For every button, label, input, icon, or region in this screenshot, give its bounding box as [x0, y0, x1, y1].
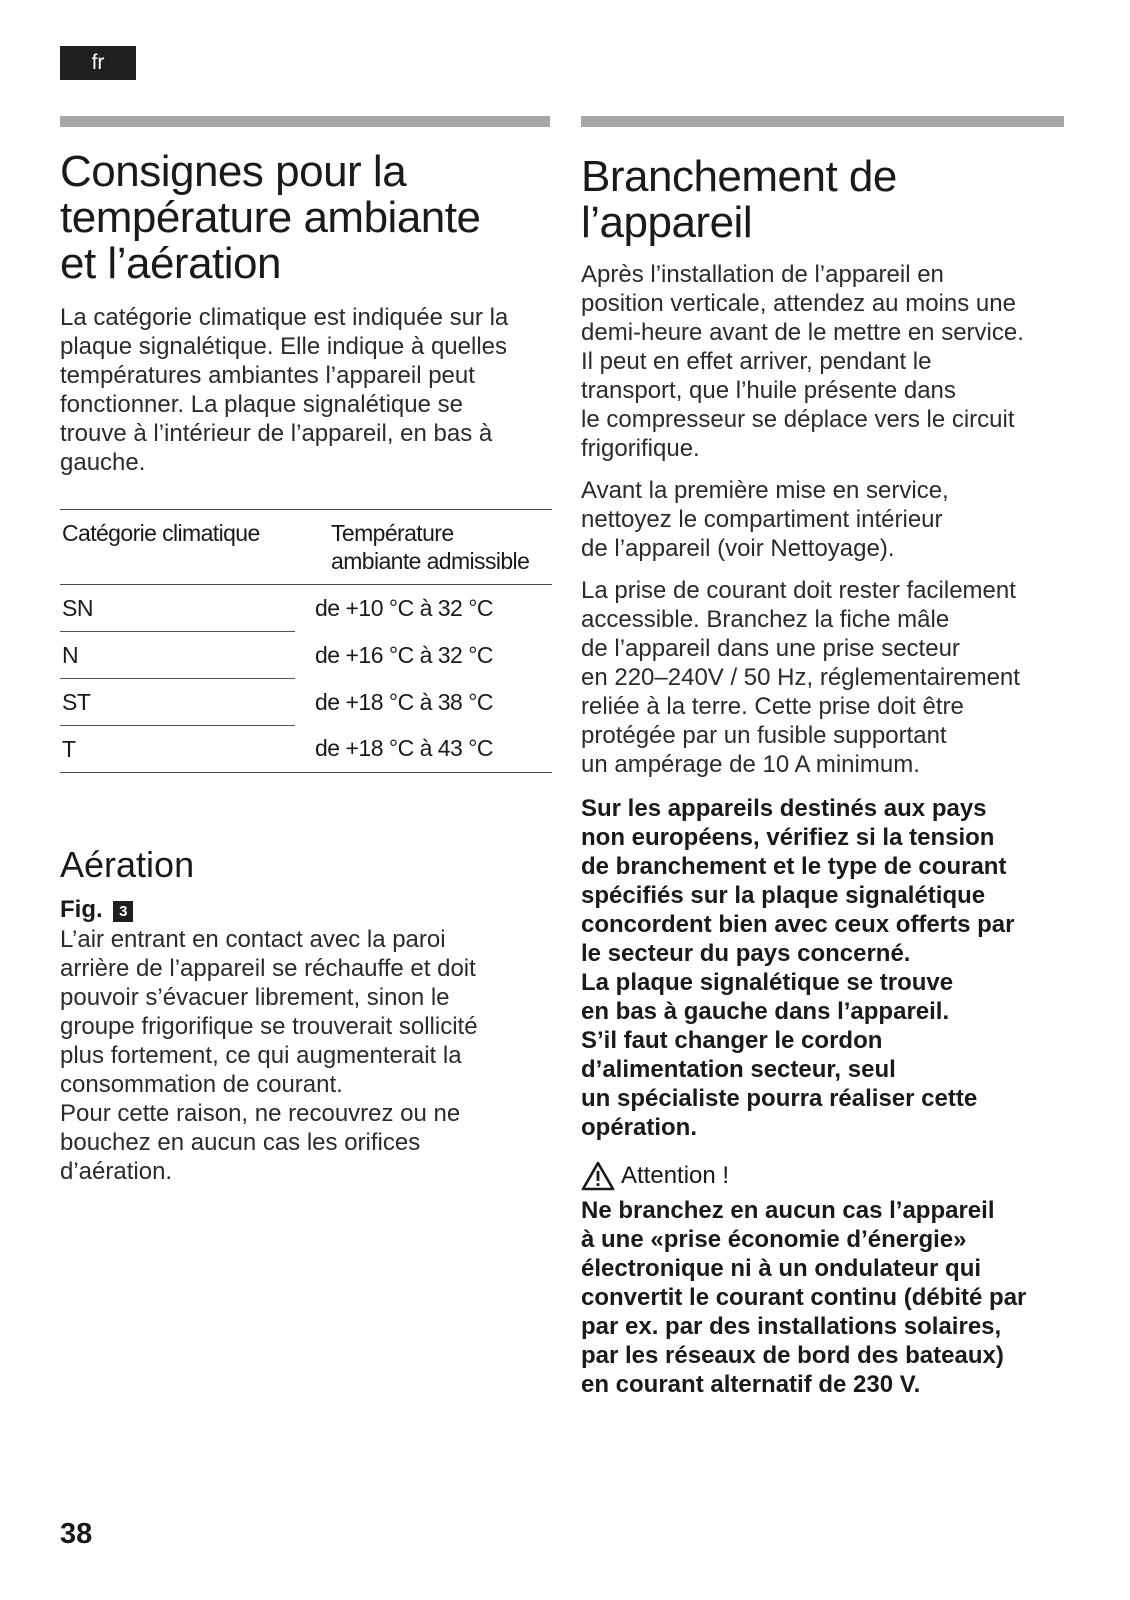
text-line: La catégorie climatique est indiquée sur la	[60, 304, 509, 331]
text-line: groupe frigorifique se trouverait sollicité	[60, 1013, 478, 1040]
text-line: Ne branchez en aucun cas l’appareil	[581, 1197, 995, 1224]
text-line: S’il faut changer le cordon	[581, 1027, 883, 1054]
text-line: à une «prise économie d’énergie»	[581, 1226, 967, 1253]
text-line: opération.	[581, 1114, 698, 1141]
text-line: La prise de courant doit rester facilement	[581, 577, 1016, 604]
attention-paragraph	[581, 1196, 1064, 1399]
section-rule	[60, 116, 550, 127]
page-number: 38	[60, 1518, 93, 1550]
category-cell: T	[60, 726, 295, 773]
climate-category-table	[60, 509, 552, 773]
attention-label: Attention !	[621, 1162, 730, 1189]
category-cell: ST	[60, 679, 295, 726]
text-line: températures ambiantes l’appareil peut	[60, 362, 475, 389]
climate-category-intro	[60, 303, 550, 477]
text-line: par ex. par des installations solaires,	[581, 1313, 1002, 1340]
text-line: Il peut en effet arriver, pendant le	[581, 348, 932, 375]
text-line: L’air entrant en contact avec la paroi	[60, 926, 446, 953]
left-column	[60, 116, 550, 1186]
table-row	[60, 632, 552, 679]
text-line: reliée à la terre. Cette prise doit être	[581, 693, 964, 720]
text-line: d’aération.	[60, 1158, 173, 1185]
text-line: un ampérage de 10 A minimum.	[581, 751, 920, 778]
text-line: plus fortement, ce qui augmenterait la	[60, 1042, 462, 1069]
aeration-heading: Aération	[60, 844, 195, 885]
text-line: Pour cette raison, ne recouvrez ou ne	[60, 1100, 461, 1127]
text-line: gauche.	[60, 449, 146, 476]
language-tag: fr	[60, 46, 136, 80]
text-line: La plaque signalétique se trouve	[581, 969, 954, 996]
text-line: demi-heure avant de le mettre en service.	[581, 319, 1024, 346]
table-row	[60, 679, 552, 726]
figure-reference	[60, 895, 550, 925]
title-line: et l’aération	[60, 239, 281, 288]
text-line: le compresseur se déplace vers le circuit	[581, 406, 1015, 433]
text-line: spécifiés sur la plaque signalétique	[581, 882, 986, 909]
installation-paragraph	[581, 260, 1064, 463]
title-line: Branchement de	[581, 152, 897, 201]
table-header-row	[60, 510, 552, 585]
text-line: protégée par un fusible supportant	[581, 722, 947, 749]
cell-gap	[295, 585, 313, 632]
text-line: convertit le courant continu (débité par	[581, 1284, 1027, 1311]
cell-gap	[295, 679, 313, 726]
text-line: pouvoir s’évacuer librement, sinon le	[60, 984, 450, 1011]
text-line: électronique ni à un ondulateur qui	[581, 1255, 982, 1282]
text-line: bouchez en aucun cas les orifices	[60, 1129, 421, 1156]
text-line: Avant la première mise en service,	[581, 477, 949, 504]
text-line: non européens, vérifiez si la tension	[581, 824, 995, 851]
temperature-range-cell: de +10 °C à 32 °C	[315, 594, 494, 621]
temperature-range-cell: de +18 °C à 43 °C	[313, 726, 552, 773]
section-rule	[581, 116, 1064, 127]
header-line: ambiante admissible	[331, 548, 530, 574]
cell-gap	[295, 632, 313, 679]
text-line: Sur les appareils destinés aux pays	[581, 795, 987, 822]
temperature-range-cell: de +18 °C à 38 °C	[315, 688, 494, 715]
header-ambient-temperature	[313, 510, 552, 585]
temperature-range-cell: de +16 °C à 32 °C	[315, 641, 494, 668]
right-column	[581, 116, 1064, 1399]
text-line: consommation de courant.	[60, 1071, 343, 1098]
header-gap	[295, 510, 313, 585]
text-line: d’alimentation secteur, seul	[581, 1056, 896, 1083]
header-climate-category: Catégorie climatique	[62, 520, 260, 546]
text-line: Après l’installation de l’appareil en	[581, 261, 944, 288]
figure-label: Fig.	[60, 896, 103, 923]
text-line: nettoyez le compartiment intérieur	[581, 506, 943, 533]
title-line: Consignes pour la	[60, 147, 407, 196]
figure-number-badge: 3	[113, 901, 133, 922]
text-line: le secteur du pays concerné.	[581, 940, 911, 967]
non-european-notice	[581, 794, 1064, 1142]
warning-triangle-icon	[581, 1161, 615, 1191]
category-cell: N	[60, 632, 295, 679]
aeration-paragraph	[60, 925, 550, 1186]
category-cell: SN	[60, 585, 295, 632]
text-line: fonctionner. La plaque signalétique se	[60, 391, 463, 418]
text-line: accessible. Branchez la fiche mâle	[581, 606, 950, 633]
title-line: l’appareil	[581, 198, 753, 247]
text-line: frigorifique.	[581, 435, 700, 462]
attention-heading	[581, 1161, 1064, 1191]
table-row	[60, 585, 552, 632]
text-line: en bas à gauche dans l’appareil.	[581, 998, 950, 1025]
text-line: en courant alternatif de 230 V.	[581, 1371, 921, 1398]
text-line: trouve à l’intérieur de l’appareil, en bas à	[60, 420, 493, 447]
text-line: de l’appareil dans une prise secteur	[581, 635, 960, 662]
text-line: arrière de l’appareil se réchauffe et doit	[60, 955, 476, 982]
text-line: de l’appareil (voir Nettoyage).	[581, 535, 895, 562]
text-line: transport, que l’huile présente dans	[581, 377, 956, 404]
text-line: concordent bien avec ceux offerts par	[581, 911, 1015, 938]
text-line: en 220–240V / 50 Hz, réglementairement	[581, 664, 1020, 691]
text-line: plaque signalétique. Elle indique à quelles	[60, 333, 507, 360]
header-line: Température	[331, 520, 454, 546]
power-socket-paragraph	[581, 576, 1064, 779]
text-line: de branchement et le type de courant	[581, 853, 1007, 880]
table-row	[60, 726, 552, 773]
text-line: un spécialiste pourra réaliser cette	[581, 1085, 978, 1112]
cleaning-paragraph	[581, 476, 1064, 563]
text-line: position verticale, attendez au moins une	[581, 290, 1016, 317]
title-line: température ambiante	[60, 193, 481, 242]
text-line: par les réseaux de bord des bateaux)	[581, 1342, 1004, 1369]
section-title-ambient-temperature	[60, 149, 550, 287]
section-title-connection	[581, 154, 1064, 246]
cell-gap	[295, 726, 313, 773]
